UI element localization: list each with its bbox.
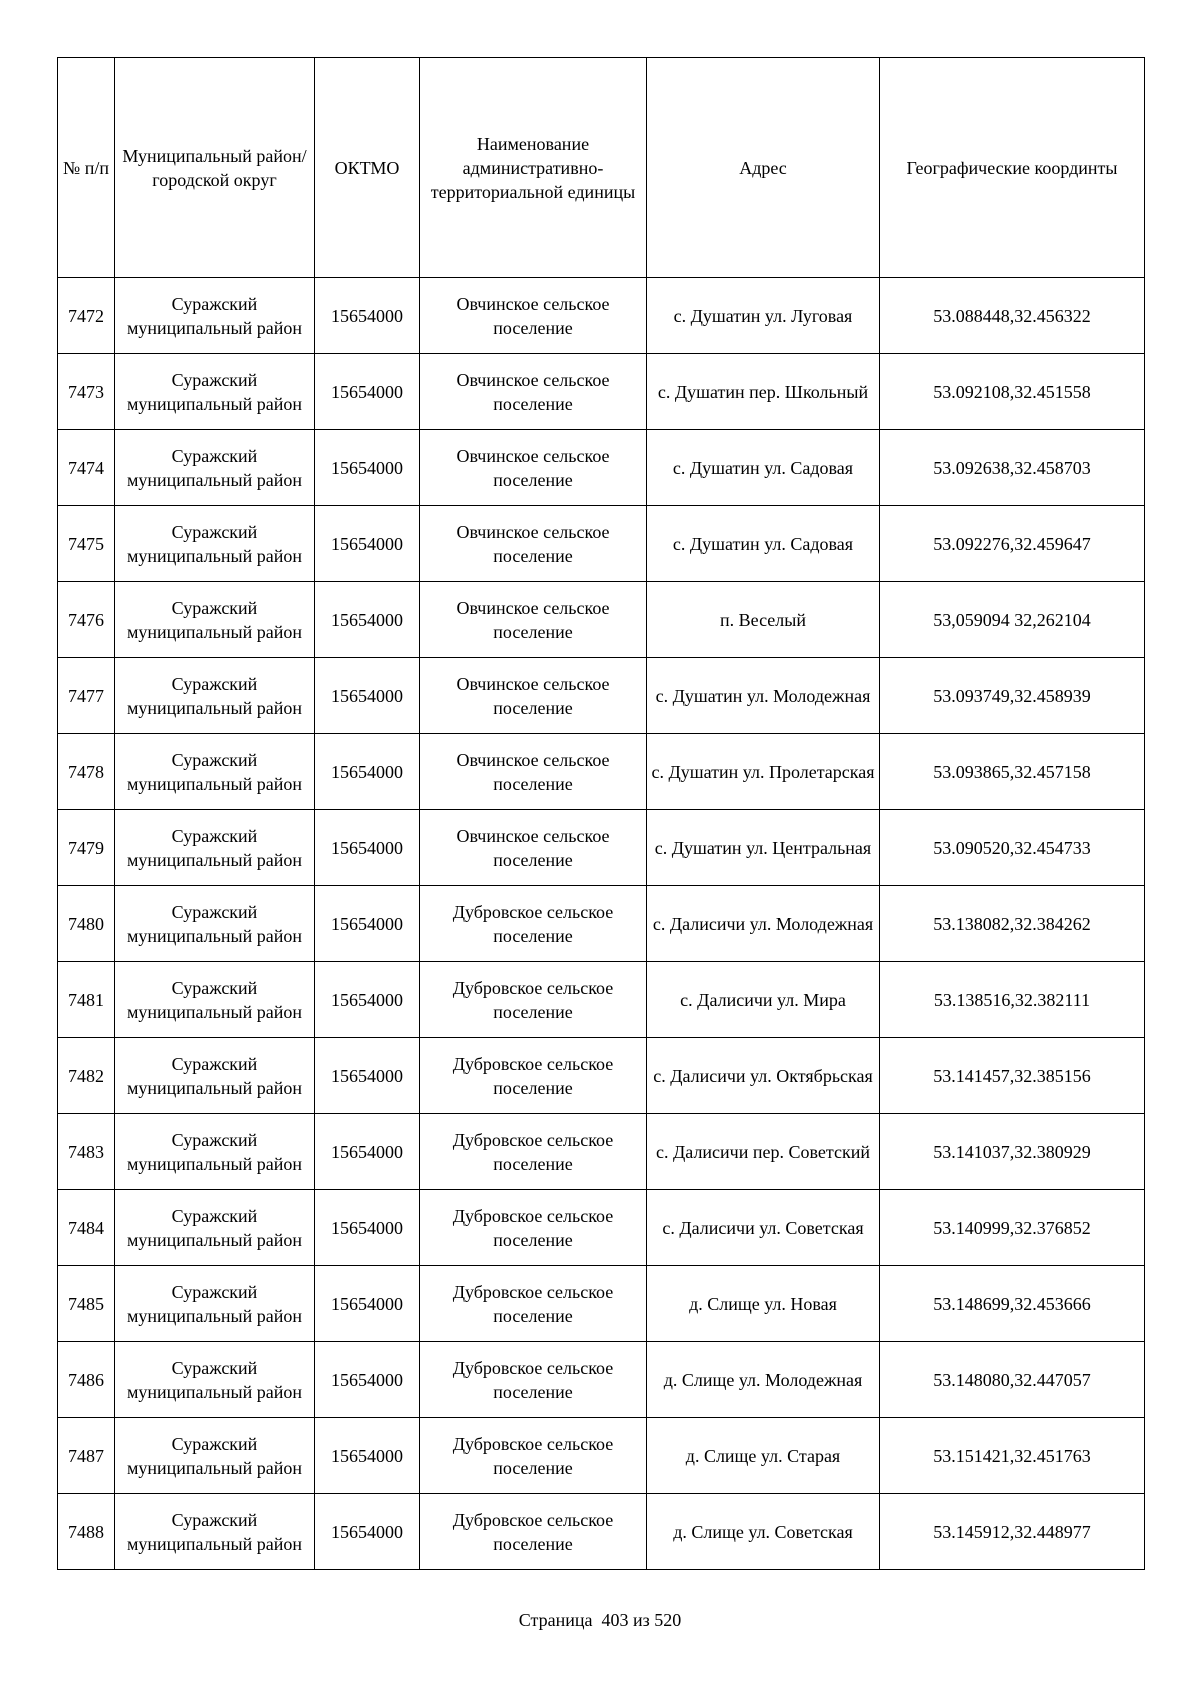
header-address: Адрес bbox=[647, 58, 880, 278]
cell-address: с. Душатин ул. Садовая bbox=[647, 430, 880, 506]
cell-number: 7477 bbox=[58, 658, 115, 734]
cell-address: п. Веселый bbox=[647, 582, 880, 658]
cell-admin-unit: Дубровское сельское поселение bbox=[420, 1418, 647, 1494]
cell-district: Суражский муниципальный район bbox=[115, 1266, 315, 1342]
cell-district: Суражский муниципальный район bbox=[115, 734, 315, 810]
table-row bbox=[58, 1494, 1145, 1570]
cell-district: Суражский муниципальный район bbox=[115, 430, 315, 506]
table-row bbox=[58, 886, 1145, 962]
cell-coordinates: 53.145912,32.448977 bbox=[880, 1494, 1145, 1570]
cell-coordinates: 53.088448,32.456322 bbox=[880, 278, 1145, 354]
header-district: Муниципальный район/городской округ bbox=[115, 58, 315, 278]
page-number: 403 bbox=[601, 1610, 629, 1630]
cell-district: Суражский муниципальный район bbox=[115, 658, 315, 734]
cell-oktmo: 15654000 bbox=[315, 962, 420, 1038]
header-coordinates: Географические координты bbox=[880, 58, 1145, 278]
cell-admin-unit: Овчинское сельское поселение bbox=[420, 810, 647, 886]
table-row bbox=[58, 1266, 1145, 1342]
table-row bbox=[58, 582, 1145, 658]
cell-district: Суражский муниципальный район bbox=[115, 582, 315, 658]
cell-district: Суражский муниципальный район bbox=[115, 354, 315, 430]
cell-admin-unit: Дубровское сельское поселение bbox=[420, 1266, 647, 1342]
cell-coordinates: 53.092276,32.459647 bbox=[880, 506, 1145, 582]
registry-table bbox=[57, 57, 1145, 1570]
cell-oktmo: 15654000 bbox=[315, 1494, 420, 1570]
cell-district: Суражский муниципальный район bbox=[115, 886, 315, 962]
table-row bbox=[58, 810, 1145, 886]
cell-coordinates: 53.092108,32.451558 bbox=[880, 354, 1145, 430]
table-row bbox=[58, 278, 1145, 354]
cell-address: д. Слище ул. Старая bbox=[647, 1418, 880, 1494]
cell-number: 7487 bbox=[58, 1418, 115, 1494]
cell-coordinates: 53.093749,32.458939 bbox=[880, 658, 1145, 734]
cell-admin-unit: Дубровское сельское поселение bbox=[420, 886, 647, 962]
cell-address: д. Слище ул. Молодежная bbox=[647, 1342, 880, 1418]
cell-oktmo: 15654000 bbox=[315, 1190, 420, 1266]
cell-address: с. Душатин ул. Луговая bbox=[647, 278, 880, 354]
cell-admin-unit: Дубровское сельское поселение bbox=[420, 1038, 647, 1114]
cell-oktmo: 15654000 bbox=[315, 1038, 420, 1114]
cell-number: 7479 bbox=[58, 810, 115, 886]
cell-number: 7483 bbox=[58, 1114, 115, 1190]
cell-address: с. Далисичи пер. Советский bbox=[647, 1114, 880, 1190]
table-row bbox=[58, 1342, 1145, 1418]
cell-oktmo: 15654000 bbox=[315, 1266, 420, 1342]
table-row bbox=[58, 354, 1145, 430]
cell-number: 7488 bbox=[58, 1494, 115, 1570]
cell-address: с. Душатин ул. Пролетарская bbox=[647, 734, 880, 810]
cell-coordinates: 53.148080,32.447057 bbox=[880, 1342, 1145, 1418]
total-pages: 520 bbox=[654, 1610, 682, 1630]
cell-address: с. Далисичи ул. Советская bbox=[647, 1190, 880, 1266]
cell-oktmo: 15654000 bbox=[315, 278, 420, 354]
cell-oktmo: 15654000 bbox=[315, 1114, 420, 1190]
cell-oktmo: 15654000 bbox=[315, 506, 420, 582]
cell-admin-unit: Дубровское сельское поселение bbox=[420, 1342, 647, 1418]
cell-oktmo: 15654000 bbox=[315, 886, 420, 962]
cell-admin-unit: Дубровское сельское поселение bbox=[420, 962, 647, 1038]
cell-oktmo: 15654000 bbox=[315, 1418, 420, 1494]
cell-number: 7484 bbox=[58, 1190, 115, 1266]
cell-number: 7476 bbox=[58, 582, 115, 658]
table-row bbox=[58, 506, 1145, 582]
header-admin-unit: Наименование административно-территориальной единицы bbox=[420, 58, 647, 278]
cell-admin-unit: Овчинское сельское поселение bbox=[420, 430, 647, 506]
cell-address: с. Далисичи ул. Молодежная bbox=[647, 886, 880, 962]
cell-address: с. Далисичи ул. Октябрьская bbox=[647, 1038, 880, 1114]
cell-coordinates: 53.151421,32.451763 bbox=[880, 1418, 1145, 1494]
table-row bbox=[58, 1038, 1145, 1114]
table-row bbox=[58, 658, 1145, 734]
table-row bbox=[58, 1114, 1145, 1190]
cell-address: д. Слище ул. Новая bbox=[647, 1266, 880, 1342]
cell-address: д. Слище ул. Советская bbox=[647, 1494, 880, 1570]
cell-district: Суражский муниципальный район bbox=[115, 1418, 315, 1494]
table-row bbox=[58, 430, 1145, 506]
cell-number: 7473 bbox=[58, 354, 115, 430]
cell-oktmo: 15654000 bbox=[315, 582, 420, 658]
cell-coordinates: 53.138082,32.384262 bbox=[880, 886, 1145, 962]
cell-address: с. Душатин ул. Садовая bbox=[647, 506, 880, 582]
cell-admin-unit: Дубровское сельское поселение bbox=[420, 1190, 647, 1266]
table-row bbox=[58, 962, 1145, 1038]
cell-coordinates: 53.148699,32.453666 bbox=[880, 1266, 1145, 1342]
header-oktmo: ОКТМО bbox=[315, 58, 420, 278]
table-row bbox=[58, 1190, 1145, 1266]
cell-number: 7482 bbox=[58, 1038, 115, 1114]
cell-coordinates: 53.092638,32.458703 bbox=[880, 430, 1145, 506]
cell-coordinates: 53,059094 32,262104 bbox=[880, 582, 1145, 658]
cell-oktmo: 15654000 bbox=[315, 810, 420, 886]
cell-admin-unit: Овчинское сельское поселение bbox=[420, 354, 647, 430]
cell-address: с. Душатин ул. Центральная bbox=[647, 810, 880, 886]
cell-admin-unit: Овчинское сельское поселение bbox=[420, 506, 647, 582]
cell-number: 7486 bbox=[58, 1342, 115, 1418]
cell-district: Суражский муниципальный район bbox=[115, 810, 315, 886]
cell-admin-unit: Дубровское сельское поселение bbox=[420, 1114, 647, 1190]
cell-oktmo: 15654000 bbox=[315, 734, 420, 810]
cell-district: Суражский муниципальный район bbox=[115, 1190, 315, 1266]
table-row bbox=[58, 734, 1145, 810]
cell-district: Суражский муниципальный район bbox=[115, 1342, 315, 1418]
table-header bbox=[58, 58, 1145, 278]
table-row bbox=[58, 1418, 1145, 1494]
cell-admin-unit: Овчинское сельское поселение bbox=[420, 658, 647, 734]
cell-address: с. Душатин ул. Молодежная bbox=[647, 658, 880, 734]
page-label: Страница bbox=[518, 1610, 593, 1630]
cell-admin-unit: Овчинское сельское поселение bbox=[420, 582, 647, 658]
cell-coordinates: 53.093865,32.457158 bbox=[880, 734, 1145, 810]
cell-number: 7475 bbox=[58, 506, 115, 582]
cell-number: 7474 bbox=[58, 430, 115, 506]
cell-district: Суражский муниципальный район bbox=[115, 1038, 315, 1114]
cell-district: Суражский муниципальный район bbox=[115, 1114, 315, 1190]
cell-coordinates: 53.141037,32.380929 bbox=[880, 1114, 1145, 1190]
cell-number: 7478 bbox=[58, 734, 115, 810]
cell-admin-unit: Овчинское сельское поселение bbox=[420, 278, 647, 354]
cell-number: 7472 bbox=[58, 278, 115, 354]
cell-oktmo: 15654000 bbox=[315, 1342, 420, 1418]
cell-coordinates: 53.140999,32.376852 bbox=[880, 1190, 1145, 1266]
of-label: из bbox=[632, 1610, 650, 1630]
cell-oktmo: 15654000 bbox=[315, 430, 420, 506]
cell-district: Суражский муниципальный район bbox=[115, 278, 315, 354]
cell-number: 7485 bbox=[58, 1266, 115, 1342]
cell-address: с. Душатин пер. Школьный bbox=[647, 354, 880, 430]
cell-coordinates: 53.090520,32.454733 bbox=[880, 810, 1145, 886]
header-row bbox=[58, 58, 1145, 278]
table-body bbox=[58, 278, 1145, 1570]
cell-address: с. Далисичи ул. Мира bbox=[647, 962, 880, 1038]
header-number: № п/п bbox=[58, 58, 115, 278]
cell-district: Суражский муниципальный район bbox=[115, 506, 315, 582]
cell-oktmo: 15654000 bbox=[315, 658, 420, 734]
cell-district: Суражский муниципальный район bbox=[115, 1494, 315, 1570]
cell-admin-unit: Овчинское сельское поселение bbox=[420, 734, 647, 810]
page-footer bbox=[0, 1608, 1200, 1632]
cell-coordinates: 53.138516,32.382111 bbox=[880, 962, 1145, 1038]
cell-coordinates: 53.141457,32.385156 bbox=[880, 1038, 1145, 1114]
cell-district: Суражский муниципальный район bbox=[115, 962, 315, 1038]
cell-number: 7481 bbox=[58, 962, 115, 1038]
cell-admin-unit: Дубровское сельское поселение bbox=[420, 1494, 647, 1570]
cell-oktmo: 15654000 bbox=[315, 354, 420, 430]
cell-number: 7480 bbox=[58, 886, 115, 962]
